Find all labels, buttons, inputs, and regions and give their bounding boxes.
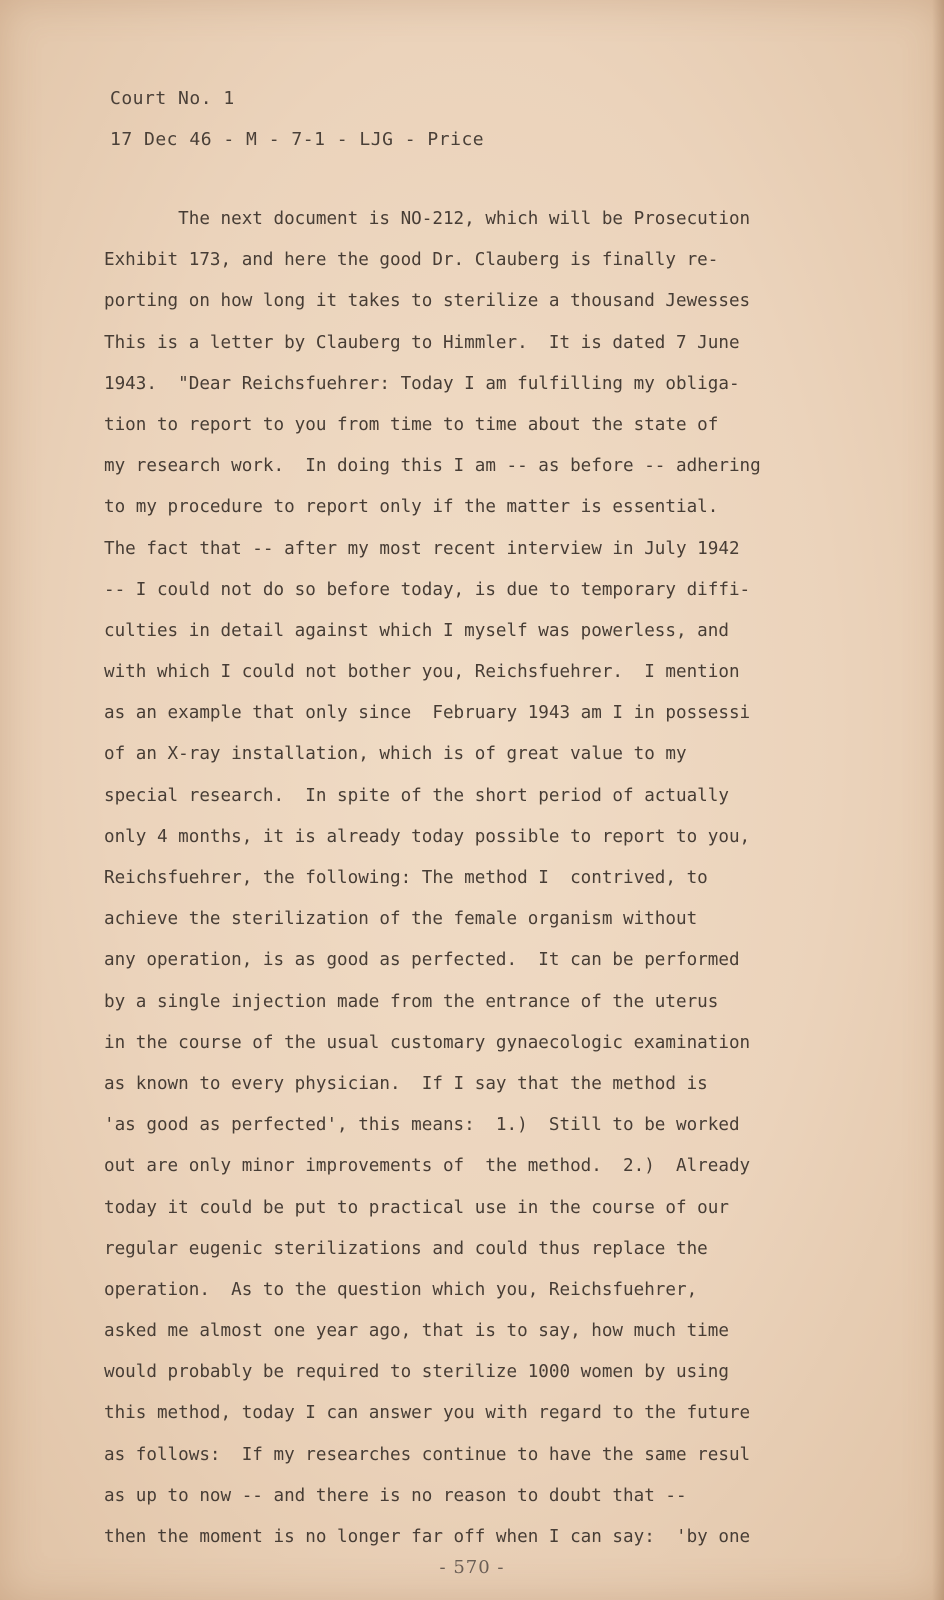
body-line: achieve the sterilization of the female organism without: [104, 909, 698, 930]
body-line: as follows: If my researches continue to have the same resul: [104, 1444, 751, 1465]
body-line: then the moment is no longer far off when I can say: 'by one: [104, 1527, 751, 1547]
body-line: as up to now -- and there is no reason to doubt that --: [104, 1485, 687, 1506]
body-line: out are only minor improvements of the method. 2.) Already: [104, 1156, 751, 1177]
session-reference: 17 Dec 46 - M - 7-1 - LJG - Price: [110, 129, 485, 150]
body-line: special research. In spite of the short period of actually: [104, 785, 729, 806]
page-edge-shadow: [932, 0, 944, 1600]
body-line: asked me almost one year ago, that is to say, how much time: [104, 1321, 729, 1342]
body-line: this method, today I can answer you with regard to the future: [104, 1403, 751, 1424]
transcript-body: [104, 204, 864, 1563]
body-line: tion to report to you from time to time about the state of: [104, 414, 719, 435]
body-line: regular eugenic sterilizations and could thus replace the: [104, 1238, 708, 1259]
body-line: today it could be put to practical use in the course of our: [104, 1197, 729, 1218]
page-number: - 570 -: [439, 1557, 505, 1578]
body-line: would probably be required to sterilize 1000 women by using: [104, 1362, 729, 1383]
body-line: This is a letter by Clauberg to Himmler. It is dated 7 June: [104, 332, 740, 353]
body-line: culties in detail against which I myself was powerless, and: [104, 620, 729, 641]
body-line: any operation, is as good as perfected. It can be performed: [104, 950, 740, 971]
body-line: only 4 months, it is already today possible to report to you,: [104, 826, 751, 847]
court-label: Court No. 1: [110, 88, 235, 109]
body-line: operation. As to the question which you, Reichsfuehrer,: [104, 1279, 698, 1300]
body-line: The next document is NO-212, which will be Prosecution: [104, 209, 751, 229]
body-line: as known to every physician. If I say that the method is: [104, 1073, 708, 1094]
document-header: [110, 84, 484, 166]
body-line: with which I could not bother you, Reichsfuehrer. I mention: [104, 662, 740, 683]
body-line: by a single injection made from the entrance of the uterus: [104, 991, 719, 1012]
body-line: of an X-ray installation, which is of great value to my: [104, 744, 687, 765]
body-line: 'as good as perfected', this means: 1.) Still to be worked: [104, 1115, 740, 1136]
body-line: 1943. "Dear Reichsfuehrer: Today I am fulfilling my obliga-: [104, 373, 740, 394]
body-line: Exhibit 173, and here the good Dr. Clauberg is finally re-: [104, 250, 719, 271]
body-line: The fact that -- after my most recent interview in July 1942: [104, 538, 740, 559]
body-line: porting on how long it takes to sterilize a thousand Jewesses: [104, 291, 751, 312]
body-line: -- I could not do so before today, is due to temporary diffi-: [104, 579, 751, 600]
body-line: in the course of the usual customary gynaecologic examination: [104, 1032, 751, 1053]
body-line: my research work. In doing this I am -- as before -- adhering: [104, 456, 761, 477]
body-line: as an example that only since February 1943 am I in possessi: [104, 703, 751, 724]
body-line: to my procedure to report only if the matter is essential.: [104, 497, 719, 518]
body-line: Reichsfuehrer, the following: The method I contrived, to: [104, 868, 708, 888]
